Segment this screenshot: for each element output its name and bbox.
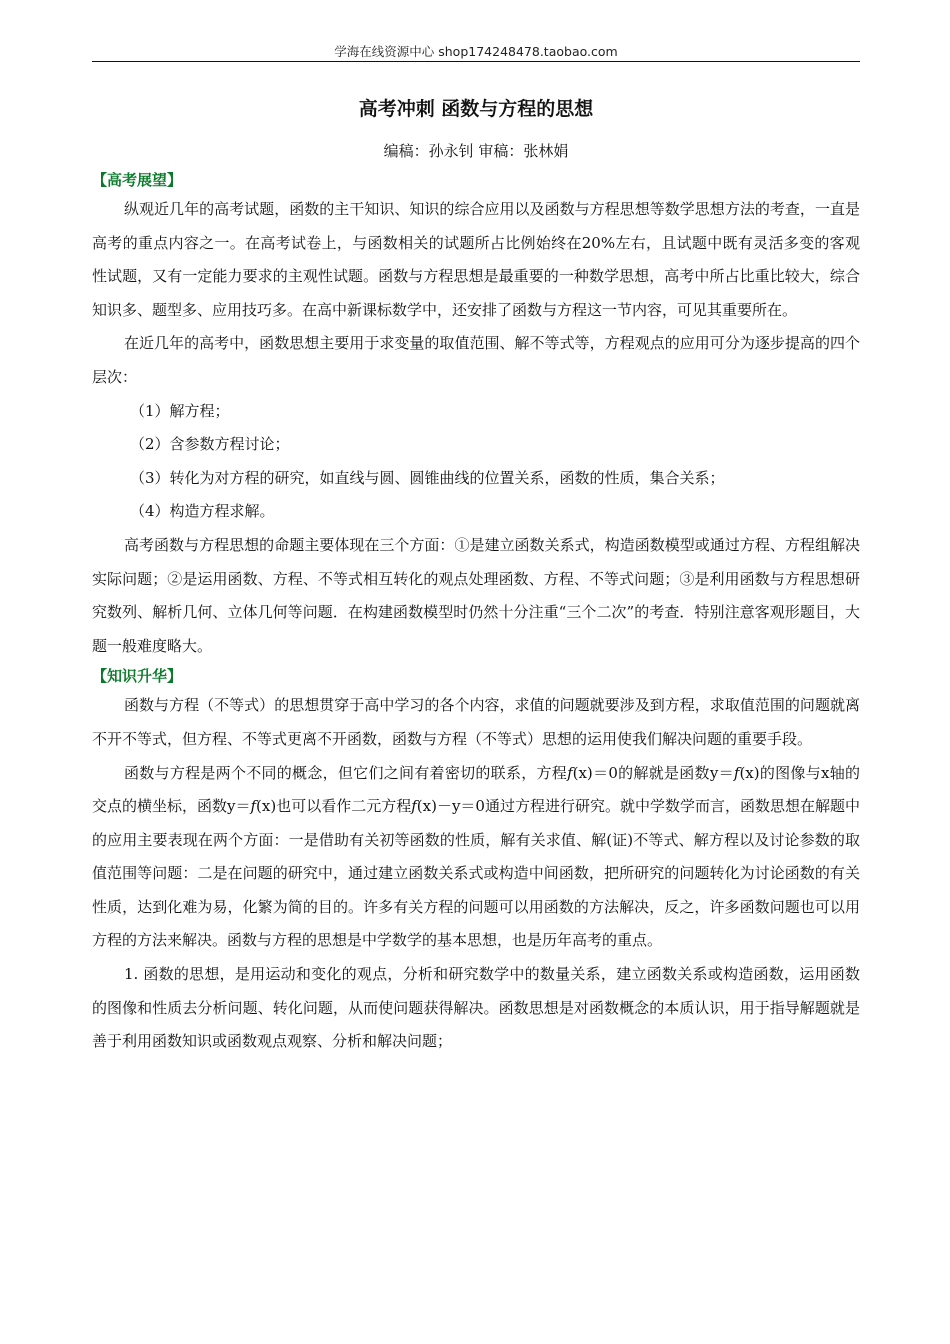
list-item: （3）转化为对方程的研究，如直线与圆、圆锥曲线的位置关系，函数的性质，集合关系； — [130, 468, 725, 487]
paragraph: 函数与方程（不等式）的思想贯穿于高中学习的各个内容，求值的问题就要涉及到方程，求取值范围的问题就离不开不等式，但方程、不等式更离不开函数，函数与方程（不等式）思想的运用使我们解决问题的重要手段。 — [92, 696, 860, 748]
math-f: f — [250, 797, 257, 816]
text-run: (x)的图像与x轴的交点的横坐标，函数y＝ — [92, 763, 861, 816]
page-title: 高考冲刺 函数与方程的思想 — [358, 98, 594, 120]
text-run: (x)也可以看作二元方程 — [256, 797, 412, 816]
paragraph: 1. 函数的思想，是用运动和变化的观点，分析和研究数学中的数量关系，建立函数关系或构造函数，运用函数的图像和性质去分析问题、转化问题，从而使问题获得解决。函数思想是对函数概念的本质认识，用于指导解题就是善于利用函数知识或函数观点观察、分析和解决问题； — [92, 965, 860, 1051]
paragraph: 在近几年的高考中，函数思想主要用于求变量的取值范围、解不等式等，方程观点的应用可分为逐步提高的四个层次： — [92, 334, 860, 386]
math-f: f — [567, 763, 573, 782]
document-body — [92, 95, 860, 1059]
text-run: 函数与方程是两个不同的概念，但它们之间有着密切的联系，方程 — [124, 763, 568, 782]
math-f: f — [733, 763, 740, 782]
byline: 编稿：孙永钊 审稿：张林娟 — [383, 142, 569, 160]
header-rule — [92, 61, 860, 62]
section-heading-outlook: 【高考展望】 — [92, 171, 183, 189]
text-run: (x)＝0的解就是函数y＝ — [572, 763, 734, 782]
paragraph: 纵观近几年的高考试题，函数的主干知识、知识的综合应用以及函数与方程思想等数学思想方法的考查，一直是高考的重点内容之一。在高考试卷上，与函数相关的试题所占比例始终在20%左右，且试题中既有灵活多变的客观性试题，又有一定能力要求的主观性试题。函数与方程思想是最重要的一种数学思想，高考中所占比重比较大，综合知识多、题型多、应用技巧多。在高中新课标数学中，还安排了函数与方程这一节内容，可见其重要所在。 — [92, 200, 860, 319]
math-f: f — [411, 797, 417, 816]
paragraph: 高考函数与方程思想的命题主要体现在三个方面：①是建立函数关系式，构造函数模型或通过方程、方程组解决实际问题；②是运用函数、方程、不等式相互转化的观点处理函数、方程、不等式问题；③是利用函数与方程思想研究数列、解析几何、立体几何等问题．在构建函数模型时仍然十分注重“三个二次”的考查．特别注意客观形题目，大题一般难度略大。 — [92, 535, 860, 655]
text-run: (x)－y＝0通过方程进行研究。就中学数学而言，函数思想在解题中的应用主要表现在两个方面：一是借助有关初等函数的性质，解有关求值、解(证)不等式、解方程以及讨论参数的取值范围等问题：二是在问题的研究中，通过建立函数关系式或构造中间函数，把所研究的问题转化为讨论函数的有关性质，达到化难为易，化繁为简的目的。许多有关方程的问题可以用函数的方法解决，反之，许多函数问题也可以用方程的方法来解决。函数与方程的思想是中学数学的基本思想，也是历年高考的重点。 — [92, 797, 860, 950]
section-heading-knowledge: 【知识升华】 — [92, 667, 183, 686]
list-item: （2）含参数方程讨论； — [130, 435, 290, 454]
list-item: （4）构造方程求解。 — [130, 502, 275, 521]
list-item: （1）解方程； — [130, 401, 230, 420]
paragraph-function-equation — [92, 757, 860, 959]
page-header: 学海在线资源中心 shop174248478.taobao.com — [334, 44, 618, 59]
